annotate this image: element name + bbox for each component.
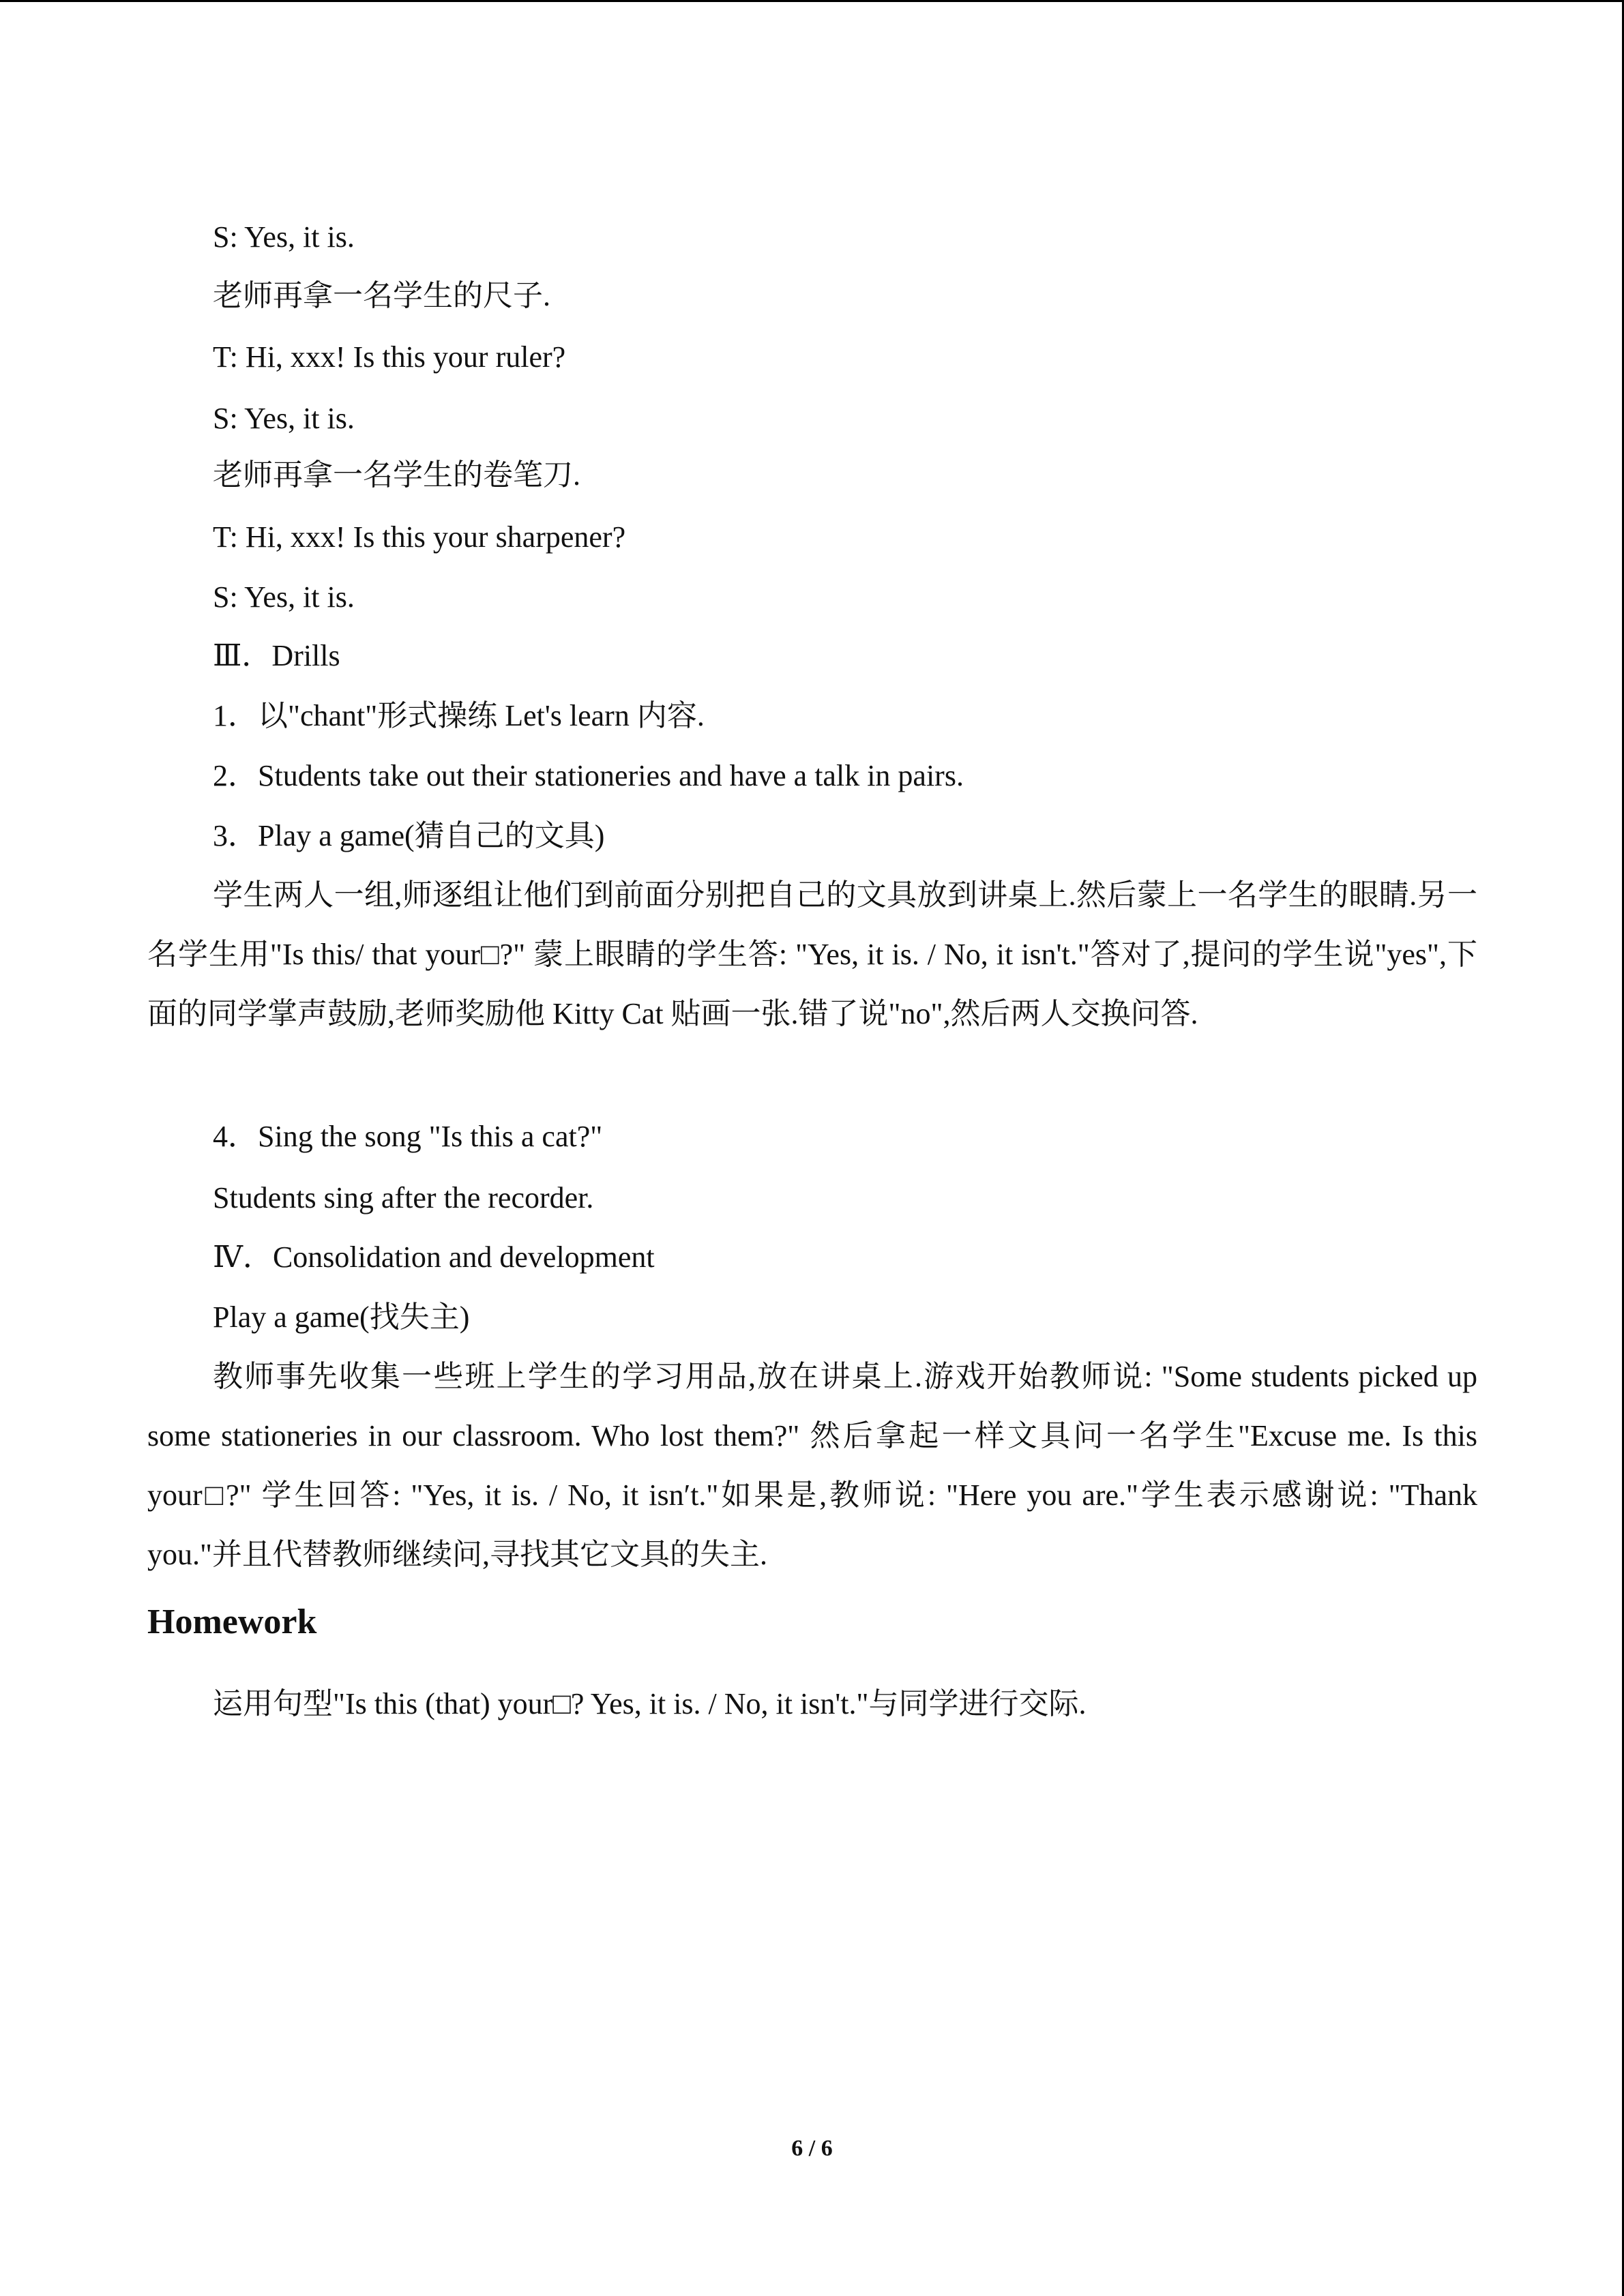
list-item: 3．Play a game(猜自己的文具) bbox=[213, 819, 605, 852]
dialogue-line: S: Yes, it is. bbox=[213, 402, 355, 435]
dialogue-line: T: Hi, xxx! Is this your ruler? bbox=[213, 340, 566, 374]
page-border-top bbox=[0, 0, 1624, 2]
dialogue-line: S: Yes, it is. bbox=[213, 220, 355, 254]
consolidation-paragraph bbox=[147, 1347, 1477, 1584]
paragraph-text: 学生两人一组,师逐组让他们到前面分别把自己的文具放到讲桌上.然后蒙上一名学生的眼睛.另一名学生用"Is this/ that your□?" 蒙上眼睛的学生答: "Yes, it is. / No, it isn't."答对了,提问的学生说"yes",下面的同学掌声鼓励,老师奖励他 Kitty Cat 贴画一张.错了说"no",然后两人交换问答. bbox=[147, 878, 1477, 1030]
section-heading-consolidation: Ⅳ．Consolidation and development bbox=[213, 1240, 655, 1274]
homework-heading: Homework bbox=[147, 1602, 317, 1641]
game-description-paragraph bbox=[147, 865, 1477, 1043]
body-line: Students sing after the recorder. bbox=[213, 1181, 594, 1214]
paragraph-text: 教师事先收集一些班上学生的学习用品,放在讲桌上.游戏开始教师说: "Some students picked up some stationeries in our classroom. Who lost them?" 然后拿起一样文具问一名学生"Excuse me. Is this your□?" 学生回答: "Yes, it is. / No, it isn′t."如果是,教师说: "Here you are."学生表示感谢说: "Thank you."并且代替教师继续问,寻找其它文具的失主. bbox=[147, 1360, 1477, 1571]
list-item: 4．Sing the song "Is this a cat?" bbox=[213, 1120, 603, 1153]
page-number: 6 / 6 bbox=[791, 2136, 833, 2161]
list-item: 1．以"chant"形式操练 Let's learn 内容. bbox=[213, 699, 705, 732]
instruction-line: 老师再拿一名学生的卷笔刀. bbox=[213, 458, 580, 492]
dialogue-line: S: Yes, it is. bbox=[213, 580, 355, 614]
dialogue-line: T: Hi, xxx! Is this your sharpener? bbox=[213, 520, 626, 554]
list-item: 2．Students take out their stationeries and have a talk in pairs. bbox=[213, 759, 964, 792]
body-line: Play a game(找失主) bbox=[213, 1300, 470, 1334]
section-heading-drills: Ⅲ．Drills bbox=[213, 639, 340, 672]
instruction-line: 老师再拿一名学生的尺子. bbox=[213, 279, 550, 312]
homework-text: 运用句型"Is this (that) your□? Yes, it is. / No, it isn't."与同学进行交际. bbox=[213, 1687, 1087, 1720]
